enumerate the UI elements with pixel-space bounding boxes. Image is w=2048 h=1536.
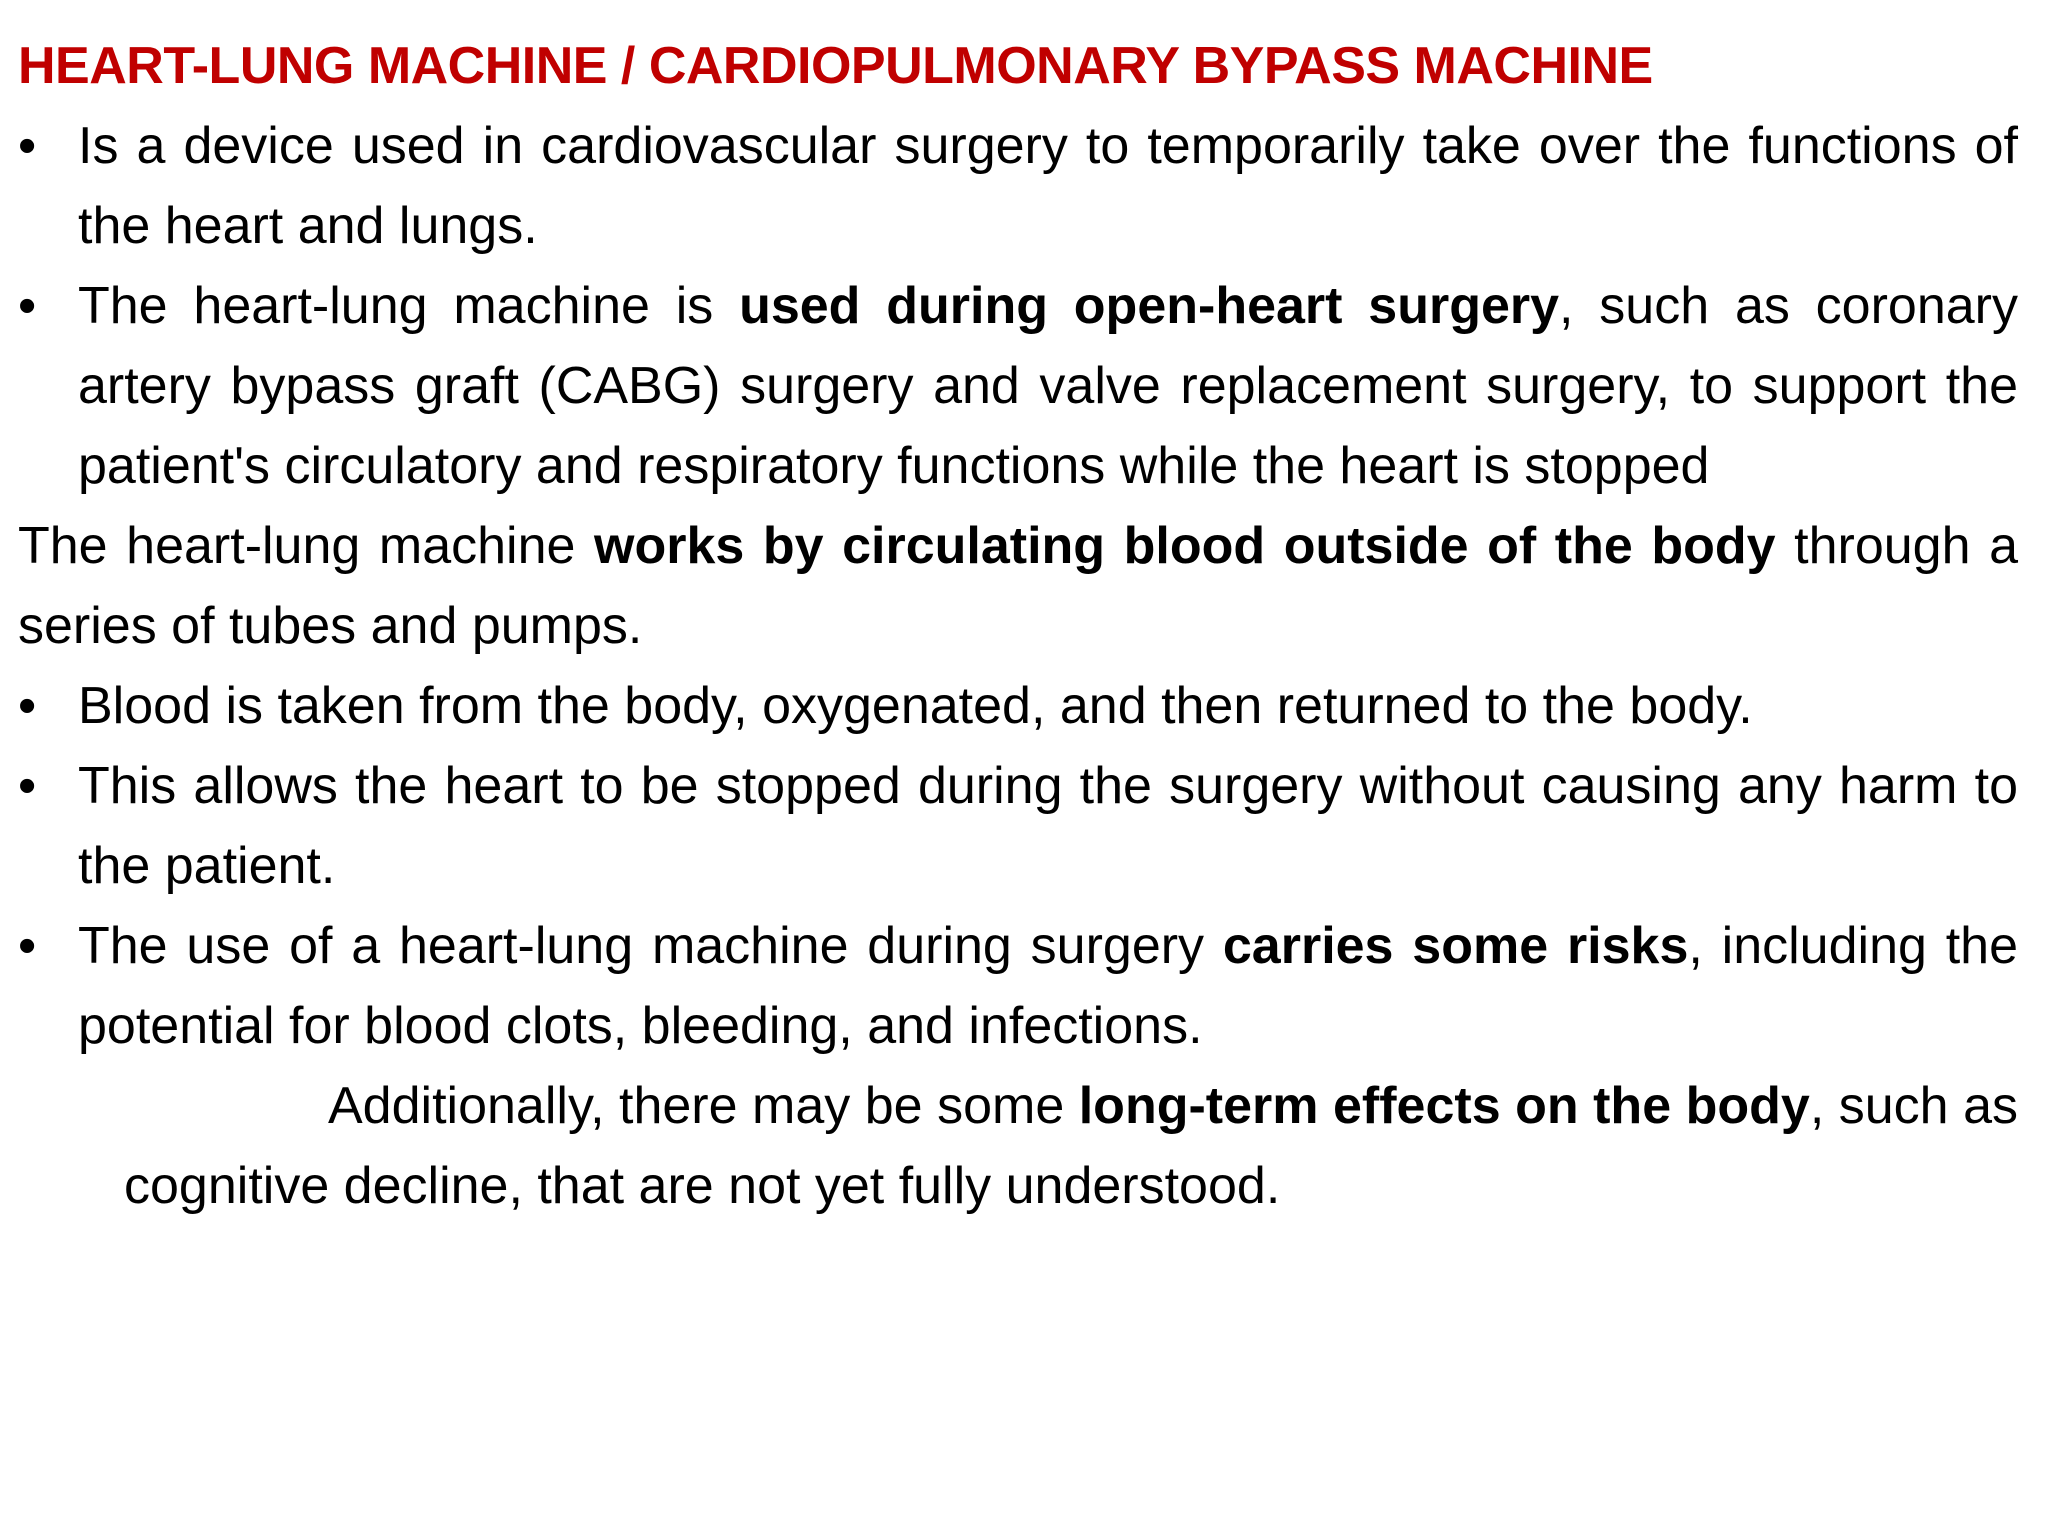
bullet-dot-icon: • bbox=[18, 677, 37, 735]
bullet-text-bold: used during open-heart surgery bbox=[739, 277, 1560, 335]
bullet-text-after: , including the potential for blood clots, bleeding, and infections. bbox=[78, 917, 2019, 1055]
paragraph-text-after: , such as cognitive decline, that are not yet fully understood. bbox=[124, 1077, 2019, 1215]
bullet-dot-icon: • bbox=[18, 117, 37, 175]
paragraph-text-bold: works by circulating blood outside of the body bbox=[594, 517, 1776, 575]
bullet-text-bold: carries some risks bbox=[1222, 917, 1689, 975]
slide-title: HEART-LUNG MACHINE / CARDIOPULMONARY BYPASS MACHINE bbox=[18, 37, 1653, 95]
paragraph-long-term-effects bbox=[18, 1066, 2018, 1226]
bullet-item-oxygenation bbox=[18, 666, 2018, 746]
bullet-text-before: The heart-lung machine is bbox=[78, 277, 740, 335]
bullet-item-heart-stopped bbox=[18, 746, 2018, 906]
bullet-item-usage bbox=[18, 266, 2018, 506]
bullet-dot-icon: • bbox=[18, 917, 37, 975]
bullet-text: Blood is taken from the body, oxygenated, and then returned to the body. bbox=[78, 677, 1753, 735]
bullet-dot-icon: • bbox=[18, 277, 37, 335]
bullet-item-definition bbox=[18, 106, 2018, 266]
paragraph-text-bold: long-term effects on the body bbox=[1078, 1077, 1810, 1135]
bullet-text: Is a device used in cardiovascular surgery to temporarily take over the functions of the heart and lungs. bbox=[78, 117, 2018, 255]
bullet-item-risks bbox=[18, 906, 2018, 1066]
paragraph-mechanism bbox=[18, 506, 2018, 666]
bullet-text-after: , such as coronary artery bypass graft (CABG) surgery and valve replacement surgery, to support the patient's circulatory and respiratory functions while the heart is stopped bbox=[78, 277, 2018, 495]
paragraph-text-before: The heart-lung machine bbox=[18, 517, 595, 575]
bullet-dot-icon: • bbox=[18, 757, 37, 815]
slide-content bbox=[18, 26, 2018, 1226]
paragraph-text-before: Additionally, there may be some bbox=[328, 1077, 1079, 1135]
bullet-text-before: The use of a heart-lung machine during surgery bbox=[78, 917, 1223, 975]
paragraph-text-after: through a series of tubes and pumps. bbox=[18, 517, 2019, 655]
bullet-text: This allows the heart to be stopped during the surgery without causing any harm to the patient. bbox=[78, 757, 2018, 895]
